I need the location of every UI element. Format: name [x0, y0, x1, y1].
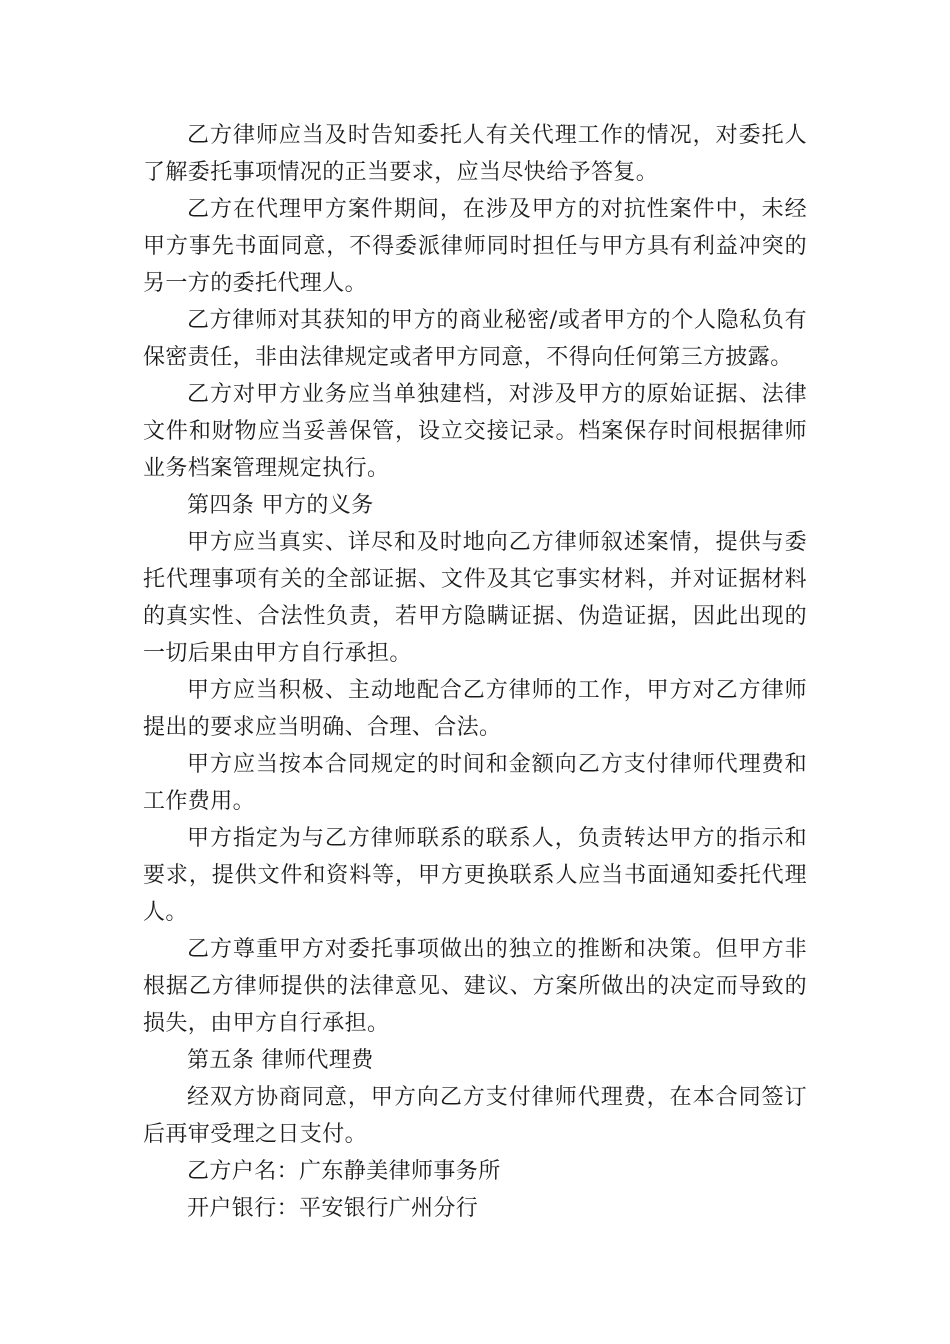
- paragraph-independent-decision: 乙方尊重甲方对委托事项做出的独立的推断和决策。但甲方非根据乙方律师提供的法律意见、建议、方案所做出的决定而导致的损失，由甲方自行承担。: [143, 937, 807, 1036]
- paragraph-conflict-of-interest: 乙方在代理甲方案件期间，在涉及甲方的对抗性案件中，未经甲方事先书面同意，不得委派律师同时担任与甲方具有利益冲突的另一方的委托代理人。: [143, 197, 807, 296]
- paragraph-fee-agreement: 经双方协商同意，甲方向乙方支付律师代理费，在本合同签订后再审受理之日支付。: [143, 1085, 807, 1147]
- paragraph-archive: 乙方对甲方业务应当单独建档，对涉及甲方的原始证据、法律文件和财物应当妥善保管，设立交接记录。档案保存时间根据律师业务档案管理规定执行。: [143, 382, 807, 481]
- paragraph-bank-name: 开户银行：平安银行广州分行: [187, 1196, 479, 1221]
- paragraph-party-a-truthful: 甲方应当真实、详尽和及时地向乙方律师叙述案情，提供与委托代理事项有关的全部证据、文件及其它事实材料，并对证据材料的真实性、合法性负责，若甲方隐瞒证据、伪造证据，因此出现的一切后果由甲方自行承担。: [143, 530, 807, 666]
- document-body: [143, 117, 807, 1227]
- paragraph-confidentiality: 乙方律师对其获知的甲方的商业秘密/或者甲方的个人隐私负有保密责任，非由法律规定或者甲方同意，不得向任何第三方披露。: [143, 308, 807, 370]
- paragraph-lawyer-notify: 乙方律师应当及时告知委托人有关代理工作的情况，对委托人了解委托事项情况的正当要求，应当尽快给予答复。: [143, 123, 807, 185]
- paragraph-party-a-cooperate: 甲方应当积极、主动地配合乙方律师的工作，甲方对乙方律师提出的要求应当明确、合理、合法。: [143, 678, 807, 740]
- section-heading-article-4: 第四条 甲方的义务: [187, 493, 374, 518]
- paragraph-contact-person: 甲方指定为与乙方律师联系的联系人，负责转达甲方的指示和要求，提供文件和资料等，甲方更换联系人应当书面通知委托代理人。: [143, 826, 807, 925]
- paragraph-account-name: 乙方户名：广东静美律师事务所: [187, 1159, 501, 1184]
- section-heading-article-5: 第五条 律师代理费: [187, 1048, 374, 1073]
- paragraph-party-a-payment: 甲方应当按本合同规定的时间和金额向乙方支付律师代理费和工作费用。: [143, 752, 807, 814]
